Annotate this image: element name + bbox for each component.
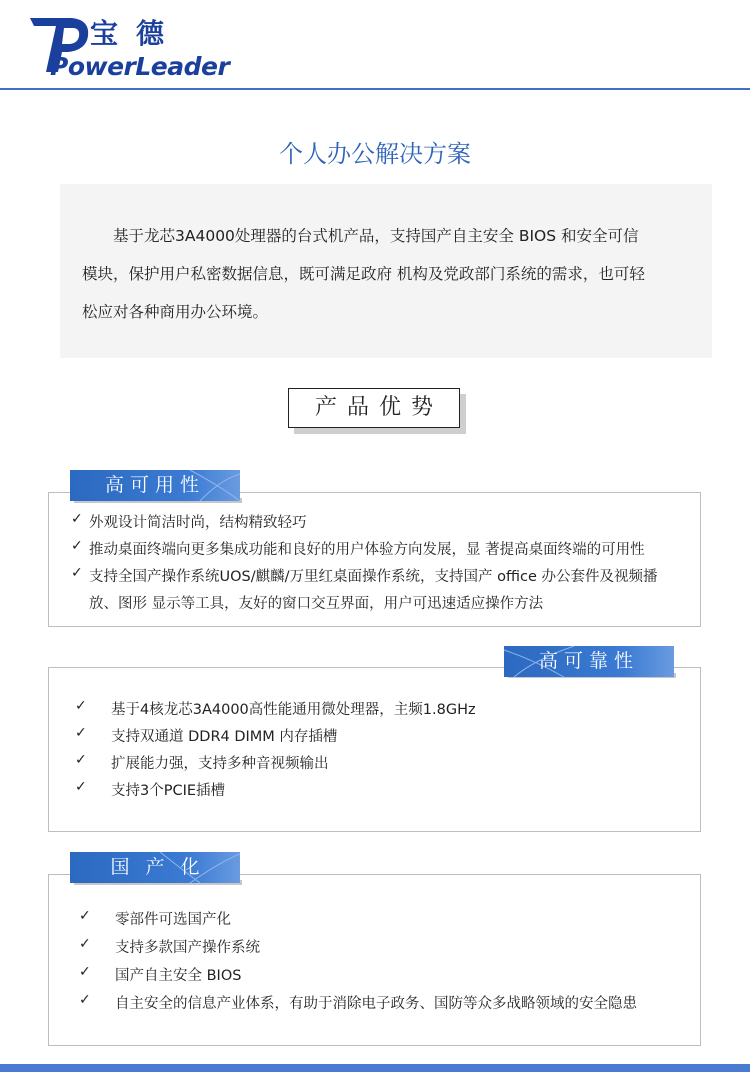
check-icon: ✓ bbox=[75, 698, 87, 714]
check-icon: ✓ bbox=[79, 992, 91, 1008]
intro-line-2: 模块，保护用户私密数据信息，既可满足政府 机构及党政部门系统的需求，也可轻 bbox=[82, 265, 645, 283]
powerleader-logo bbox=[28, 10, 230, 81]
list-item: 支持双通道 DDR4 DIMM 内存插槽 bbox=[111, 729, 338, 745]
tab-reliability bbox=[504, 646, 674, 677]
list-item: 扩展能力强，支持多种音视频输出 bbox=[111, 756, 329, 772]
section-reliability bbox=[48, 667, 701, 832]
check-icon: ✓ bbox=[79, 908, 91, 924]
tab-localization bbox=[70, 852, 240, 883]
intro-line-3: 松应对各种商用办公环境。 bbox=[82, 303, 269, 321]
list-item: 国产自主安全 BIOS bbox=[115, 968, 242, 984]
page-title: 个人办公解决方案 bbox=[279, 140, 471, 168]
intro-box bbox=[60, 184, 712, 358]
advantage-label bbox=[288, 388, 466, 434]
list-item: 基于4核龙芯3A4000高性能通用微处理器，主频1.8GHz bbox=[111, 702, 476, 718]
check-icon: ✓ bbox=[79, 964, 91, 980]
list-item: 支持全国产操作系统UOS/麒麟/万里红桌面操作系统，支持国产 office 办公套件及视频播 bbox=[89, 569, 658, 585]
list-item: 支持多款国产操作系统 bbox=[115, 940, 260, 956]
tab-label: 国产化 bbox=[110, 856, 216, 878]
check-icon: ✓ bbox=[75, 752, 87, 768]
logo-english-text: PowerLeader bbox=[50, 52, 230, 81]
list-item: 支持3个PCIE插槽 bbox=[111, 783, 226, 799]
tab-label: 高可靠性 bbox=[538, 650, 639, 672]
check-icon: ✓ bbox=[71, 511, 83, 527]
footer-bar bbox=[0, 1064, 750, 1072]
check-icon: ✓ bbox=[71, 565, 83, 581]
list-item: 推动桌面终端向更多集成功能和良好的用户体验方向发展，显 著提高桌面终端的可用性 bbox=[89, 542, 645, 558]
section-availability bbox=[48, 492, 701, 627]
check-icon: ✓ bbox=[79, 936, 91, 952]
check-icon: ✓ bbox=[75, 779, 87, 795]
list-item: 外观设计简洁时尚，结构精致轻巧 bbox=[89, 515, 307, 531]
list-item: 自主安全的信息产业体系，有助于消除电子政务、国防等众多战略领域的安全隐患 bbox=[115, 996, 637, 1012]
header-divider bbox=[0, 88, 750, 90]
check-icon: ✓ bbox=[75, 725, 87, 741]
intro-line-1: 基于龙芯3A4000处理器的台式机产品，支持国产自主安全 BIOS 和安全可信 bbox=[113, 227, 639, 245]
tab-label: 高可用性 bbox=[104, 474, 205, 496]
list-item: 放、图形 显示等工具，友好的窗口交互界面，用户可迅速适应操作方法 bbox=[89, 596, 544, 612]
advantage-text: 产品优势 bbox=[288, 388, 460, 428]
check-icon: ✓ bbox=[71, 538, 83, 554]
list-item: 零部件可选国产化 bbox=[115, 912, 231, 928]
section-localization bbox=[48, 874, 701, 1046]
logo-chinese-text: 宝德 bbox=[90, 17, 183, 50]
tab-availability bbox=[70, 470, 240, 501]
